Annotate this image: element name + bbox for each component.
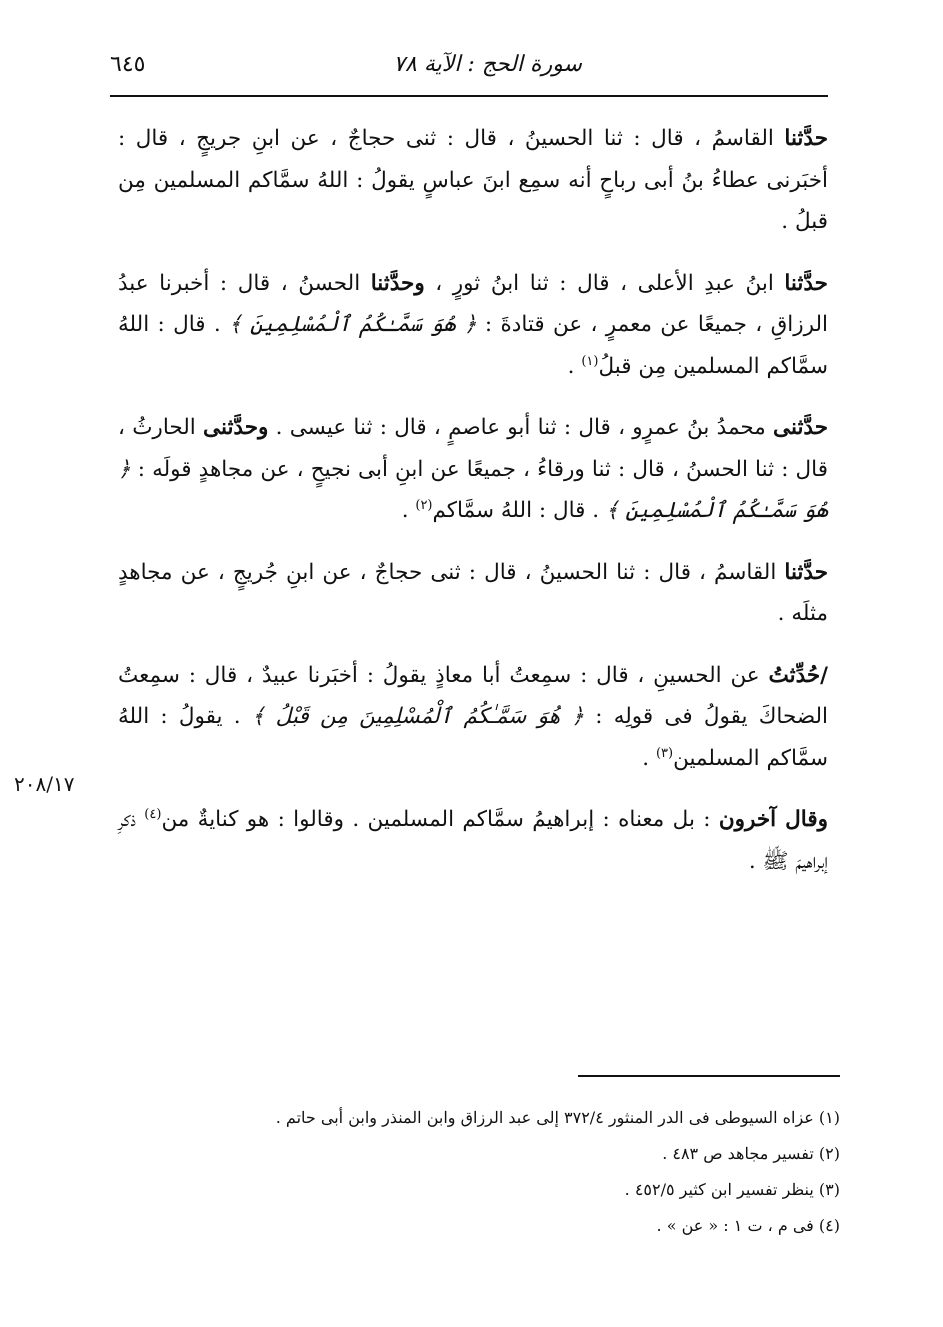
footnote-2: (٢) تفسير مجاهد ص ٤٨٣ . <box>662 1144 840 1163</box>
paragraph-end: . <box>401 498 416 523</box>
footnote-marker[interactable]: (٤) <box>144 806 162 822</box>
paragraph-text: القاسمُ ، قال : ثنا الحسينُ ، قال : ثنى حجاجٌ ، عن ابنِ جُريجٍ ، عن مجاهدٍ مثلَه . <box>118 559 828 626</box>
footnotes <box>180 1100 840 1244</box>
paragraph-text: ابنُ عبدِ الأعلى ، قال : ثنا ابنُ ثورٍ ، <box>424 270 785 296</box>
paragraph-text: : بل معناه : إبراهيمُ سمَّاكم المسلمين . وقالوا : هو كنايةٌ من <box>161 807 719 832</box>
quran-quote: ﴿ هُوَ سَمَّـٰكُمُ ٱلْمُسْلِمِينَ ﴾ <box>229 312 477 337</box>
paragraph-text: ذكرِ إبراهيمَ ﷺ . <box>118 807 828 874</box>
paragraph-text: عن الحسينِ ، قال : سمِعتُ أبا معاذٍ يقولُ : أخبَرنا عبيدٌ ، قال : سمِعتُ الضحاكَ يقولُ فى قولِه : <box>118 662 829 729</box>
paragraph-text: . قال : اللهُ سمَّاكم المسلمين مِن قبلُ <box>118 312 828 379</box>
paragraph-lead: حدَّثنا <box>784 559 828 585</box>
footnote-3: (٣) ينظر تفسير ابن كثير ٤٥٢/٥ . <box>624 1180 840 1199</box>
paragraph-3 <box>118 407 828 532</box>
paragraph-5 <box>118 655 828 780</box>
paragraph-lead: حدَّثنا <box>784 270 828 296</box>
paragraph-lead: حدَّثنى <box>773 415 828 440</box>
footnote-4: (٤) فى م ، ت ١ : « عن » . <box>656 1216 840 1235</box>
header-title: سورة الحج : الآية ٧٨ <box>393 52 582 77</box>
footnote-rule <box>578 1075 840 1077</box>
margin-reference: ٢٠٨/١٧ <box>14 772 75 796</box>
paragraph-lead-secondary: وحدَّثنى <box>203 415 269 440</box>
paragraph-text: . يقولُ : اللهُ سمَّاكم المسلمين <box>118 704 828 771</box>
paragraph-text: محمدُ بنُ عمرٍو ، قال : ثنا أبو عاصمٍ ، قال : ثنا عيسى . <box>268 415 774 440</box>
paragraph-text: . قال : اللهُ سمَّاكم <box>432 498 606 523</box>
footnote-marker[interactable]: (٣) <box>655 745 674 761</box>
main-text <box>118 118 828 902</box>
paragraph-4 <box>118 552 828 635</box>
header-rule <box>110 95 828 97</box>
paragraph-6 <box>118 799 828 882</box>
quran-quote: ﴿ هُوَ سَمَّـٰكُمُ ٱلْمُسْلِمِينَ ﴾ <box>118 456 828 523</box>
paragraph-lead-secondary: وحدَّثنا <box>370 270 425 296</box>
footnote-marker[interactable]: (٢) <box>415 497 433 513</box>
footnote-marker[interactable]: (١) <box>581 353 599 369</box>
footnote-1: (١) عزاه السيوطى فى الدر المنثور ٣٧٢/٤ إلى عبد الرزاق وابن المنذر وابن أبى حاتم . <box>275 1108 840 1127</box>
paragraph-text: القاسمُ ، قال : ثنا الحسينُ ، قال : ثنى حجاجٌ ، عن ابنِ جريجٍ ، قال : أخبَرنى عطاءُ بنُ أبى رباحٍ أنه سمِع ابنَ عباسٍ يقولُ : اللهُ سمَّاكم المسلمين مِن قبلُ . <box>118 126 828 234</box>
paragraph-lead: وقال آخرون <box>718 807 828 832</box>
paragraph-text: الحسنُ ، قال : أخبرنا عبدُ الرزاقِ ، جميعًا عن معمرٍ ، عن قتادةَ : <box>118 270 828 337</box>
running-header <box>110 48 828 94</box>
paragraph-end: . <box>567 353 582 379</box>
paragraph-text: الحارثُ ، قال : ثنا الحسنُ ، قال : ثنا ورقاءُ ، جميعًا عن ابنِ أبى نجيحٍ ، عن مجاهدٍ قولَه : <box>118 415 828 482</box>
paragraph-end: . <box>642 745 656 771</box>
paragraph-1 <box>118 118 828 243</box>
paragraph-2 <box>118 263 828 388</box>
page-number: ٦٤٥ <box>110 52 146 77</box>
paragraph-lead: /حُدِّثتُ <box>768 662 828 688</box>
quran-quote: ﴿ هُوَ سَمَّـٰكُمُ ٱلْمُسْلِمِينَ مِن قَبْلُ ﴾ <box>251 704 584 729</box>
paragraph-lead: حدَّثنا <box>784 126 828 151</box>
